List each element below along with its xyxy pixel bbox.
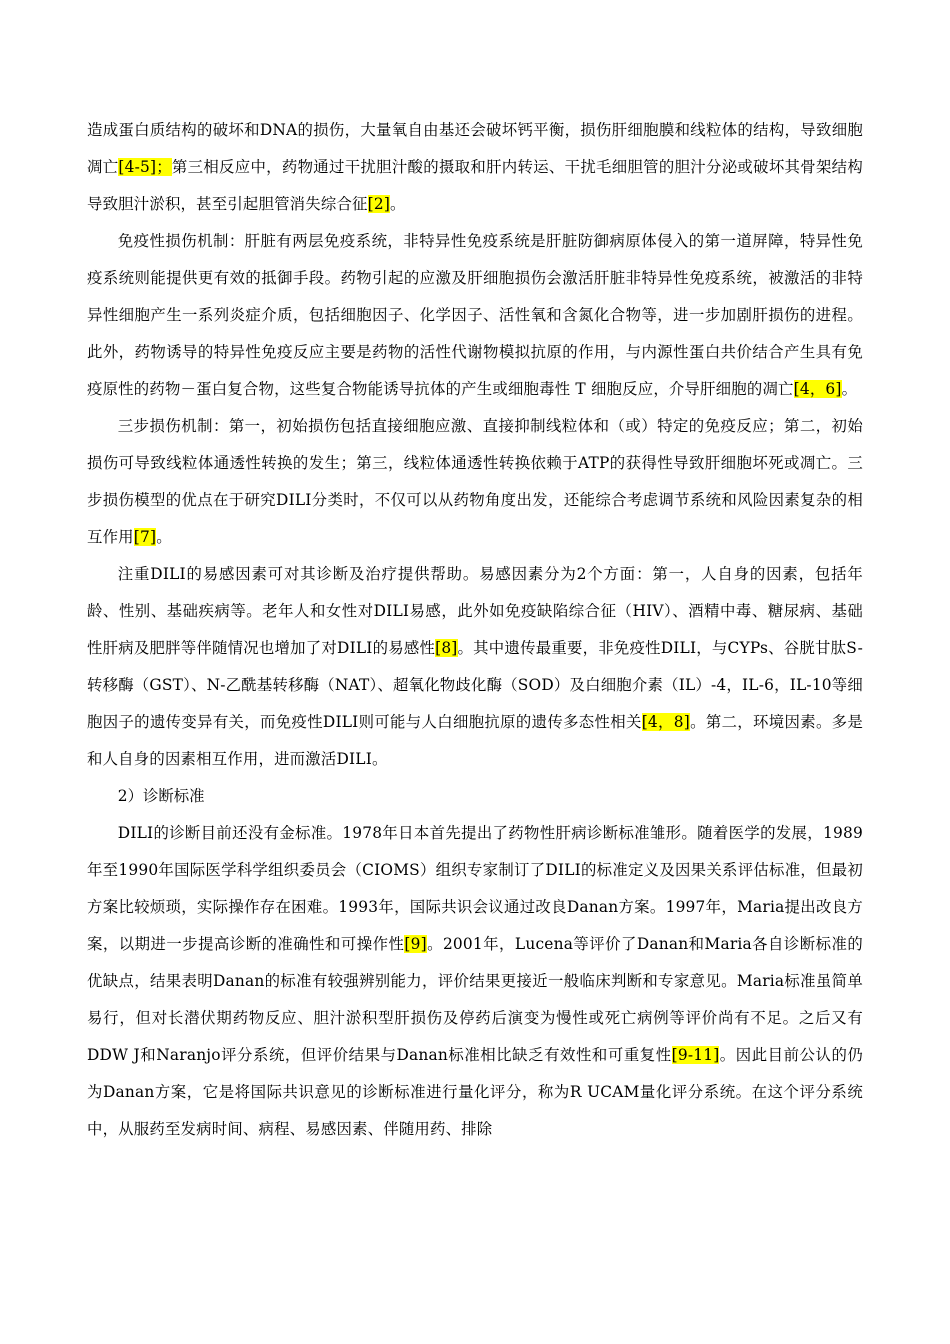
citation-reference: [8] — [435, 639, 458, 657]
paragraph-text: 。 — [841, 380, 858, 398]
section-heading — [87, 778, 863, 815]
citation-reference: [2] — [367, 195, 391, 213]
paragraph-text: 2）诊断标准 — [117, 787, 205, 805]
paragraph-text: 注重DILI的易感因素可对其诊断及治疗提供帮助。易感因素分为2个方面：第一，人自身的因素，包括年龄、性别、基础疾病等。老年人和女性对DILI易感，此外如免疫缺陷综合征（HIV）、酒精中毒、糖尿病、基础性肝病及肥胖等伴随情况也增加了对DILI的易感性 — [87, 565, 863, 657]
paragraph-text: 三步损伤机制：第一，初始损伤包括直接细胞应激、直接抑制线粒体和（或）特定的免疫反应；第二，初始损伤可导致线粒体通透性转换的发生；第三，线粒体通透性转换依赖于ATP的获得性导致肝细胞坏死或凋亡。三步损伤模型的优点在于研究DILI分类时，不仅可以从药物角度出发，还能综合考虑调节系统和风险因素复杂的相互作用 — [87, 417, 863, 546]
paragraph-text: 免疫性损伤机制：肝脏有两层免疫系统，非特异性免疫系统是肝脏防御病原体侵入的第一道屏障，特异性免疫系统则能提供更有效的抵御手段。药物引起的应激及肝细胞损伤会激活肝脏非特异性免疫系统，被激活的非特异性细胞产生一系列炎症介质，包括细胞因子、化学因子、活性氧和含氮化合物等，进一步加剧肝损伤的进程。此外，药物诱导的特异性免疫反应主要是药物的活性代谢物模拟抗原的作用，与内源性蛋白共价结合产生具有免疫原性的药物－蛋白复合物，这些复合物能诱导抗体的产生或细胞毒性 T 细胞反应，介导肝细胞的凋亡 — [87, 232, 863, 398]
paragraph-text: 。 — [156, 528, 172, 546]
citation-reference: [7] — [133, 528, 157, 546]
citation-reference: [9-11] — [671, 1046, 720, 1064]
document-page — [87, 112, 863, 1148]
paragraph-text: 。因此目前公认的仍为Danan方案，它是将国际共识意见的诊断标准进行量化评分，称为R UCAM量化评分系统。在这个评分系统中，从服药至发病时间、病程、易感因素、伴随用药、排除 — [87, 1046, 863, 1138]
citation-reference: [4-5]； — [118, 158, 172, 176]
paragraph-p1 — [87, 112, 863, 223]
paragraph-text: 。 — [390, 195, 406, 213]
paragraph-p5 — [87, 815, 863, 1148]
citation-reference: [4，6] — [793, 380, 842, 398]
citation-reference: [4，8] — [641, 713, 690, 731]
paragraph-text: 第三相反应中，药物通过干扰胆汁酸的摄取和肝内转运、干扰毛细胆管的胆汁分泌或破坏其骨架结构导致胆汁淤积，甚至引起胆管消失综合征 — [87, 158, 863, 213]
paragraph-p4 — [87, 556, 863, 778]
paragraph-text: DILI的诊断目前还没有金标准。1978年日本首先提出了药物性肝病诊断标准雏形。随着医学的发展，1989年至1990年国际医学科学组织委员会（CIOMS）组织专家制订了DILI的标准定义及因果关系评估标准，但最初方案比较烦琐，实际操作存在困难。1993年，国际共识会议通过改良Danan方案。1997年，Maria提出改良方案，以期进一步提高诊断的准确性和可操作性 — [87, 824, 863, 953]
paragraph-text: 造成蛋白质结构的破坏和DNA的损伤，大量氧自由基还会破坏钙平衡，损伤肝细胞膜和线粒体的结构，导致细胞凋亡 — [87, 121, 863, 176]
paragraph-text: 。其中遗传最重要，非免疫性DILI，与CYPs、谷胱甘肽S-转移酶（GST）、N-乙酰基转移酶（NAT）、超氧化物歧化酶（SOD）及白细胞介素（IL）-4，IL-6，IL-10等细胞因子的遗传变异有关，而免疫性DILI则可能与人白细胞抗原的遗传多态性相关 — [87, 639, 863, 731]
paragraph-p3 — [87, 408, 863, 556]
paragraph-p2 — [87, 223, 863, 408]
citation-reference: [9] — [404, 935, 427, 953]
paragraph-text: 。第二，环境因素。多是和人自身的因素相互作用，进而激活DILI。 — [87, 713, 864, 768]
paragraph-text: 。2001年，Lucena等评价了Danan和Maria各自诊断标准的优缺点，结果表明Danan的标准有较强辨别能力，评价结果更接近一般临床判断和专家意见。Maria标准虽简单易行，但对长潜伏期药物反应、胆汁淤积型肝损伤及停药后演变为慢性或死亡病例等评价尚有不足。之后又有DDW J和Naranjo评分系统，但评价结果与Danan标准相比缺乏有效性和可重复性 — [87, 935, 863, 1064]
